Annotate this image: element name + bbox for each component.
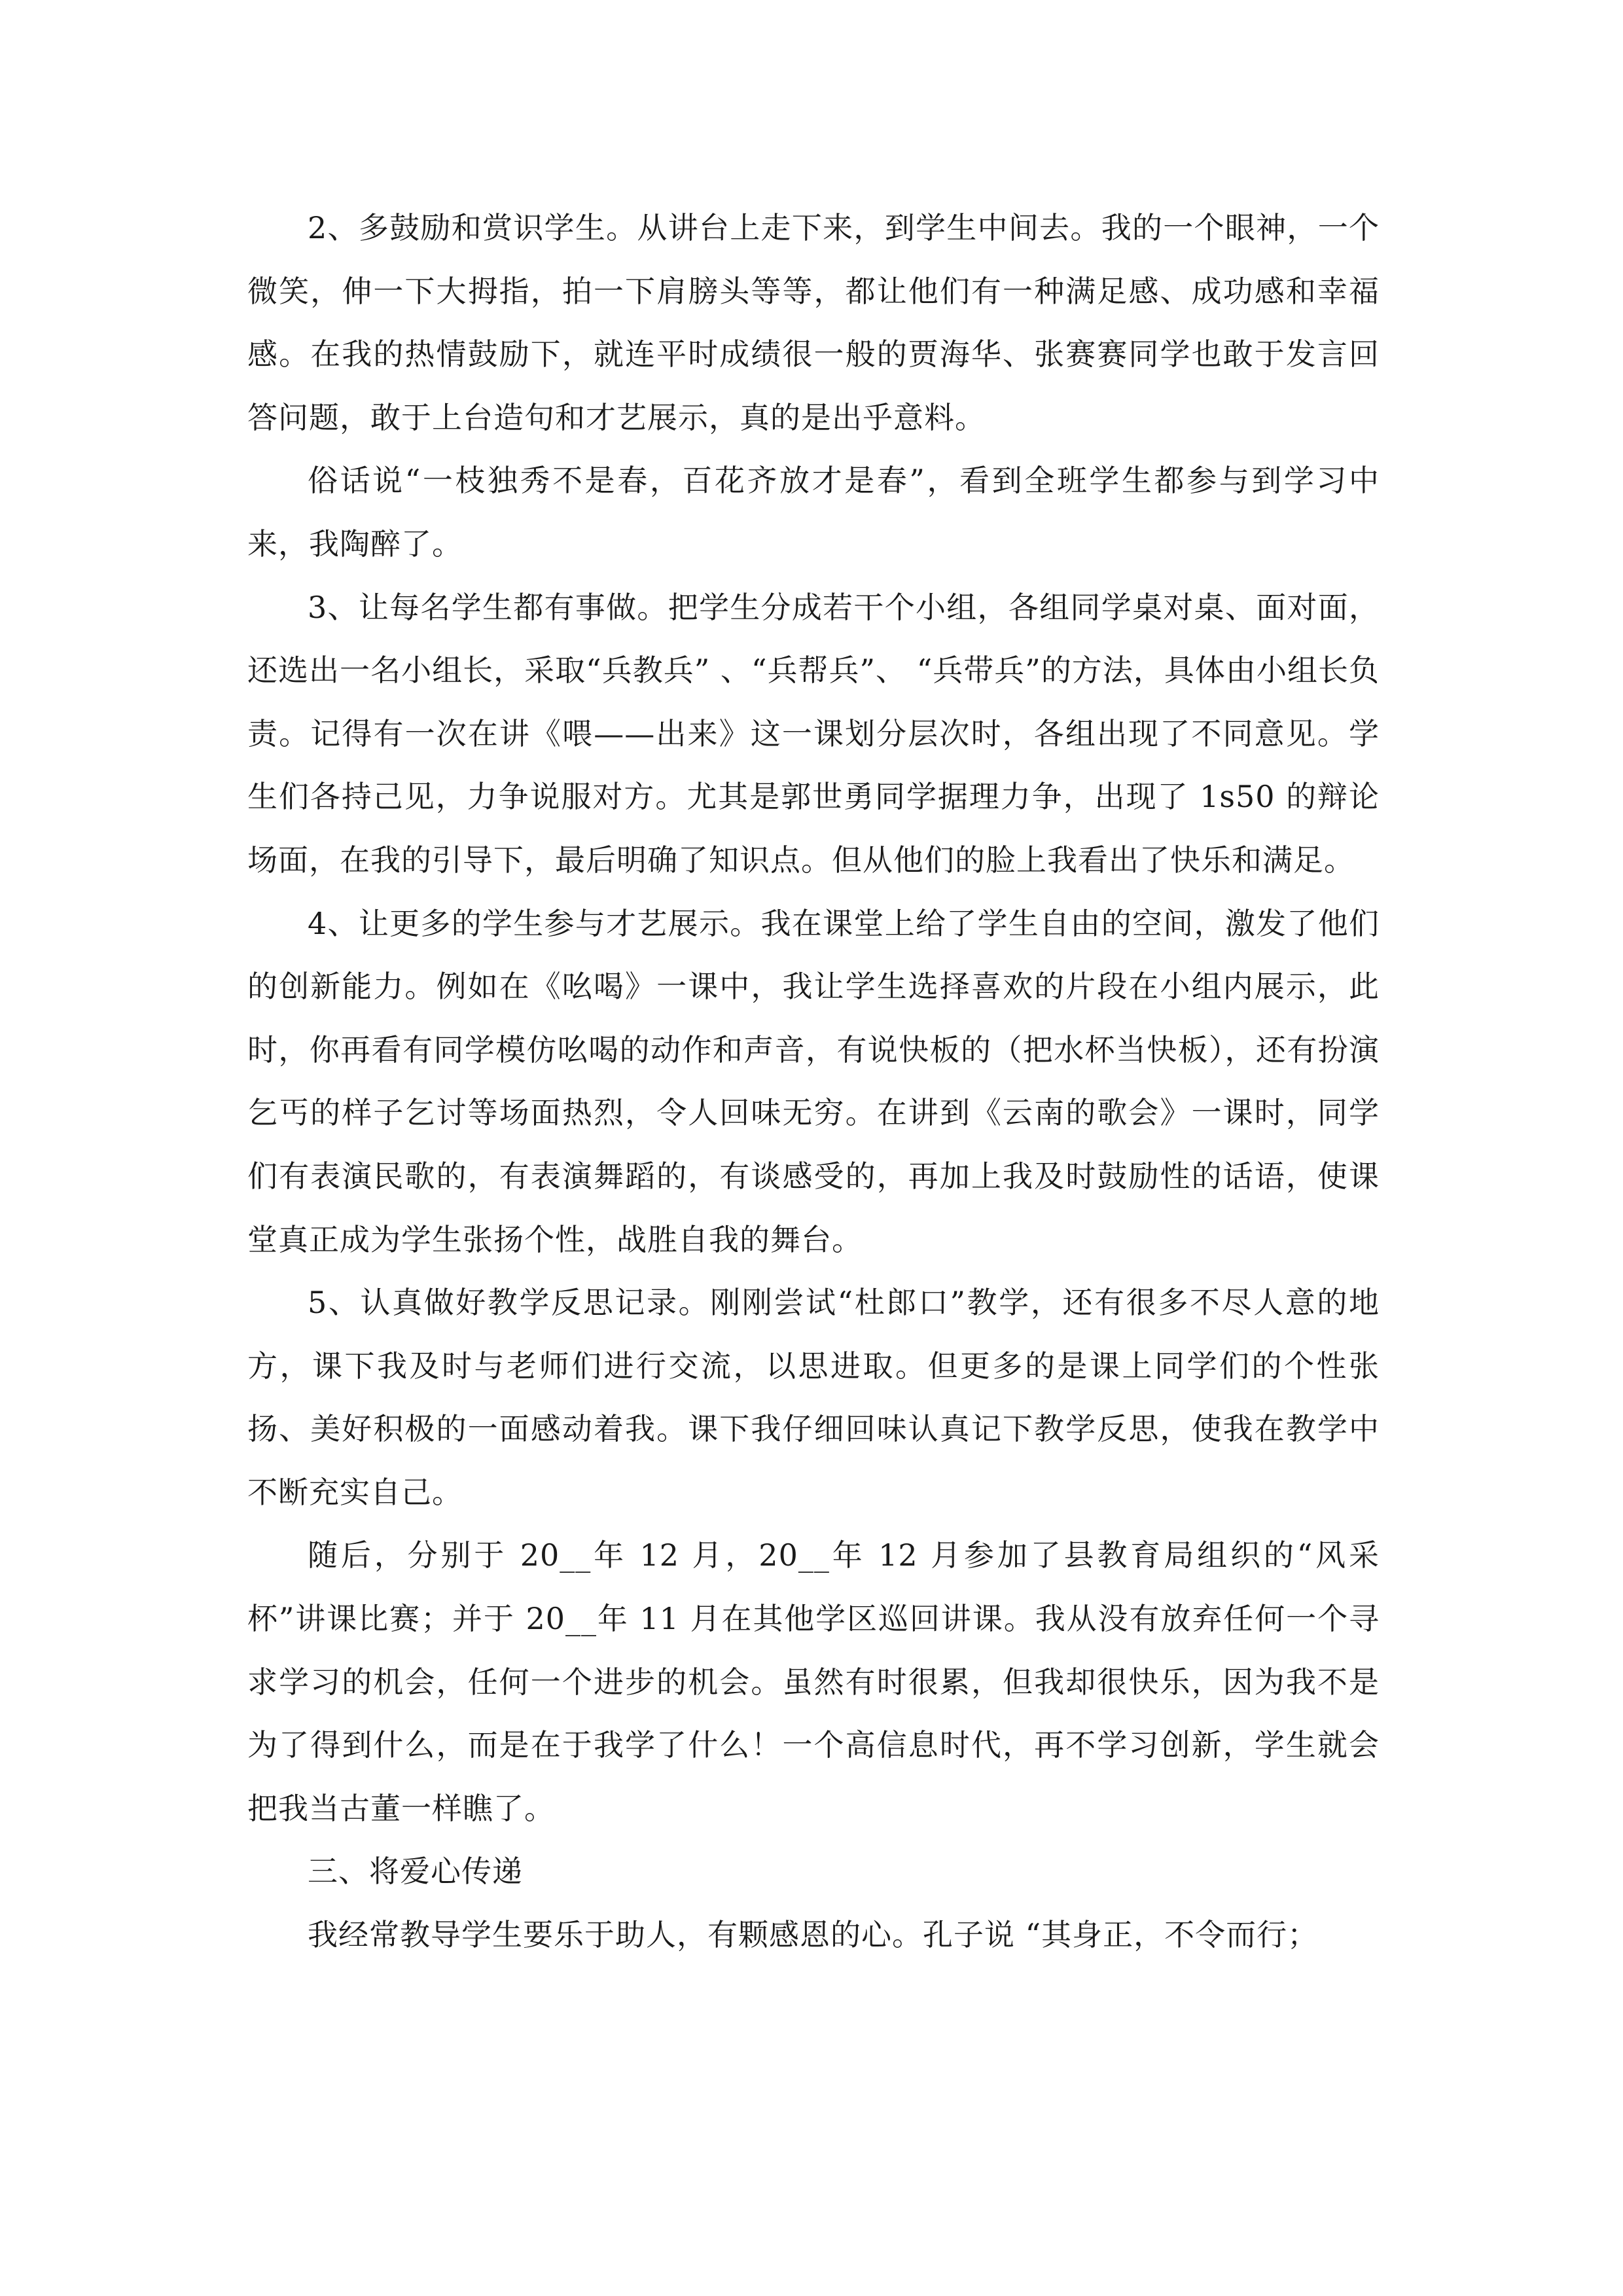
- paragraph-gratitude: 我经常教导学生要乐于助人，有颗感恩的心。孔子说 “其身正，不令而行；: [308, 1917, 1319, 1953]
- paragraph-proverb: 俗话说“一枝独秀不是春，百花齐放才是春”，看到全班学生都参与到学习中来，我陶醉了。: [247, 463, 1380, 562]
- document-body: [247, 196, 1380, 1967]
- paragraph-talent-show: 4、让更多的学生参与才艺展示。我在课堂上给了学生自由的空间，激发了他们的创新能力。例如在《吆喝》一课中，我让学生选择喜欢的片段在小组内展示，此时，你再看有同学模仿吆喝的动作和声音，有说快板的（把水杯当快板），还有扮演乞丐的样子乞讨等场面热烈，令人回味无穷。在讲到《云南的歌会》一课时，同学们有表演民歌的，有表演舞蹈的，有谈感受的，再加上我及时鼓励性的话语，使课堂真正成为学生张扬个性，战胜自我的舞台。: [247, 905, 1380, 1257]
- paragraph-group-work: 3、让每名学生都有事做。把学生分成若干个小组，各组同学桌对桌、面对面，还选出一名小组长，采取“兵教兵” 、“兵帮兵”、 “兵带兵”的方法，具体由小组长负责。记得有一次在讲《喂——出来》这一课划分层次时，各组出现了不同意见。学生们各持己见，力争说服对方。尤其是郭世勇同学据理力争，出现了 1s50 的辩论场面，在我的引导下，最后明确了知识点。但从他们的脸上我看出了快乐和满足。: [247, 589, 1380, 878]
- paragraph-lecture-contests: 随后，分别于 20__年 12 月，20__年 12 月参加了县教育局组织的“风采杯”讲课比赛；并于 20__年 11 月在其他学区巡回讲课。我从没有放弃任何一个寻求学习的机会，任何一个进步的机会。虽然有时很累，但我却很快乐，因为我不是为了得到什么，而是在于我学了什么！一个高信息时代，再不学习创新，学生就会把我当古董一样瞧了。: [247, 1537, 1380, 1826]
- paragraph-teaching-reflection: 5、认真做好教学反思记录。刚刚尝试“杜郎口”教学，还有很多不尽人意的地方，课下我及时与老师们进行交流，以思进取。但更多的是课上同学们的个性张扬、美好积极的一面感动着我。课下我仔细回味认真记下教学反思，使我在教学中不断充实自己。: [247, 1285, 1380, 1510]
- section-heading-pass-on-love: 三、将爱心传递: [308, 1854, 523, 1890]
- paragraph-encourage-students: 2、多鼓励和赏识学生。从讲台上走下来，到学生中间去。我的一个眼神，一个微笑，伸一下大拇指，拍一下肩膀头等等，都让他们有一种满足感、成功感和幸福感。在我的热情鼓励下，就连平时成绩很一般的贾海华、张赛赛同学也敢于发言回答问题，敢于上台造句和才艺展示，真的是出乎意料。: [247, 210, 1380, 435]
